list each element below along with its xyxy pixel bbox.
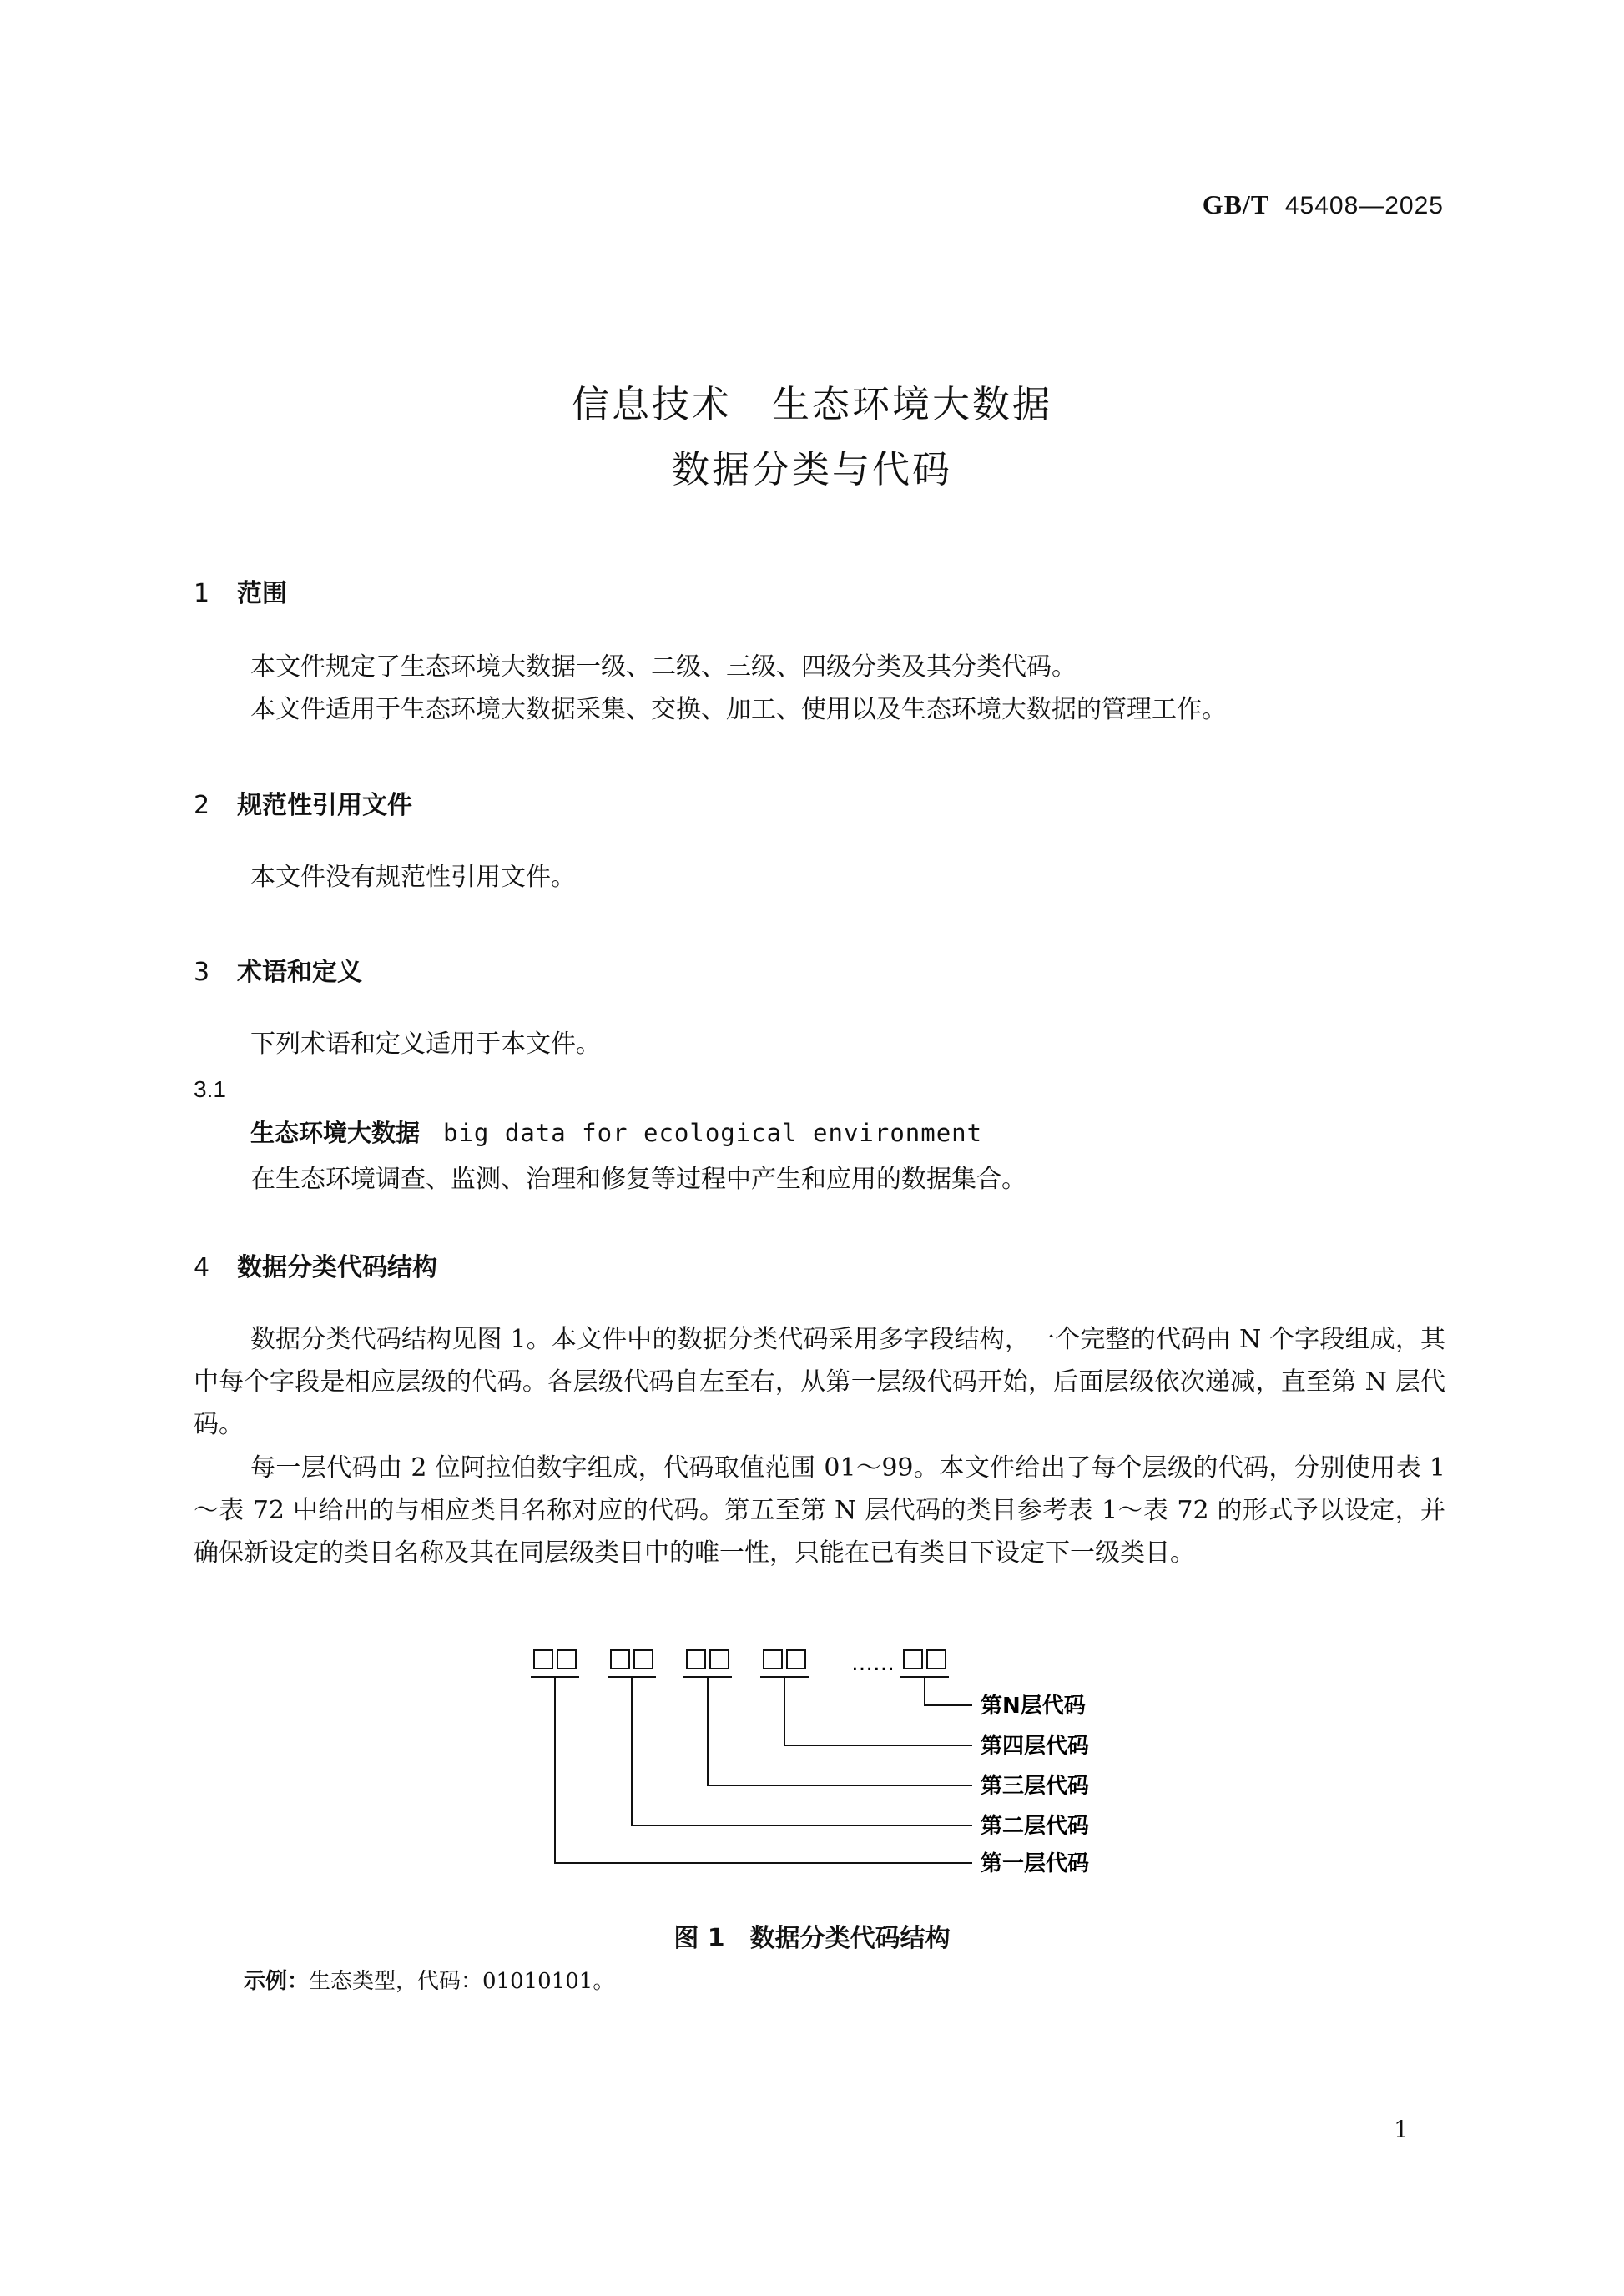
section-4-paragraph-2: 每一层代码由 2 位阿拉伯数字组成，代码取值范围 01～99。本文件给出了每个层级的代码，分别使用表 1～表 72 中给出的与相应类目名称对应的代码。第五至第 N 层代码的类目参考表 1～表 72 的形式予以设定，并确保新设定的类目名称及其在同层级类目中的唯一性，只能在已有类目下设定下一级类目。 [194, 1453, 1445, 1568]
section-3-paragraph: 下列术语和定义适用于本文件。 [250, 1030, 601, 1059]
code-digit-box [764, 1650, 782, 1669]
document-title-line1 [0, 374, 1624, 428]
term-number: 3.1 [194, 1076, 226, 1102]
label-level-n: 第N层代码 [981, 1694, 1086, 1719]
standard-code: 45408—2025 [1284, 192, 1444, 219]
code-digit-box [787, 1650, 805, 1669]
figure-caption-text: 数据分类代码结构 [749, 1924, 951, 1953]
example-label: 示例： [244, 1969, 310, 1994]
connector-level-3 [708, 1677, 972, 1785]
figure-caption-number: 图 1 [673, 1924, 725, 1953]
code-digit-box [927, 1650, 946, 1669]
section-4-heading: 4 数据分类代码结构 [194, 1253, 437, 1282]
section-1-paragraph-2: 本文件适用于生态环境大数据采集、交换、加工、使用以及生态环境大数据的管理工作。 [250, 695, 1227, 724]
code-digit-box [557, 1650, 576, 1669]
code-digit-box [611, 1650, 629, 1669]
connector-level-2 [632, 1677, 972, 1825]
code-digit-box [634, 1650, 653, 1669]
section-1-paragraph-1: 本文件规定了生态环境大数据一级、二级、三级、四级分类及其分类代码。 [250, 652, 1077, 682]
section-2-heading: 2 规范性引用文件 [194, 791, 412, 820]
example-text: 生态类型，代码：01010101。 [309, 1969, 615, 1994]
code-digit-box [904, 1650, 922, 1669]
title-part-a: 信息技术 [571, 382, 732, 426]
term-chinese: 生态环境大数据 [250, 1119, 421, 1147]
label-level-1: 第一层代码 [981, 1851, 1090, 1876]
standard-prefix: GB/T [1202, 189, 1270, 219]
code-digit-box [534, 1650, 552, 1669]
code-digit-box [687, 1650, 705, 1669]
code-digit-box [710, 1650, 729, 1669]
title-part-b: 生态环境大数据 [772, 382, 1053, 426]
section-3-heading: 3 术语和定义 [194, 958, 362, 987]
connector-level-1 [555, 1677, 972, 1863]
section-2-paragraph: 本文件没有规范性引用文件。 [250, 863, 576, 892]
section-1-heading: 1 范围 [194, 579, 287, 608]
figure-ellipsis: …… [851, 1651, 895, 1676]
label-level-2: 第二层代码 [981, 1814, 1090, 1839]
standard-number [1203, 189, 1444, 220]
label-level-4: 第四层代码 [981, 1734, 1090, 1759]
connector-level-4 [784, 1677, 972, 1745]
document-title-line2: 数据分类与代码 [671, 447, 952, 491]
example-note [244, 1964, 614, 1995]
code-structure-figure [517, 1639, 1118, 1886]
term-entry [250, 1115, 982, 1149]
term-definition: 在生态环境调查、监测、治理和修复等过程中产生和应用的数据集合。 [250, 1165, 1026, 1194]
section-4-paragraph-1: 数据分类代码结构见图 1。本文件中的数据分类代码采用多字段结构，一个完整的代码由 N 个字段组成，其中每个字段是相应层级的代码。各层级代码自左至右，从第一层级代码开始，后面层级依次递减，直至第 N 层代码。 [194, 1325, 1445, 1439]
term-english: big data for ecological environment [443, 1119, 983, 1147]
page-number: 1 [1394, 2116, 1409, 2143]
connector-level-n [925, 1677, 972, 1705]
label-level-3: 第三层代码 [981, 1774, 1090, 1799]
figure-caption [0, 1917, 1624, 1954]
